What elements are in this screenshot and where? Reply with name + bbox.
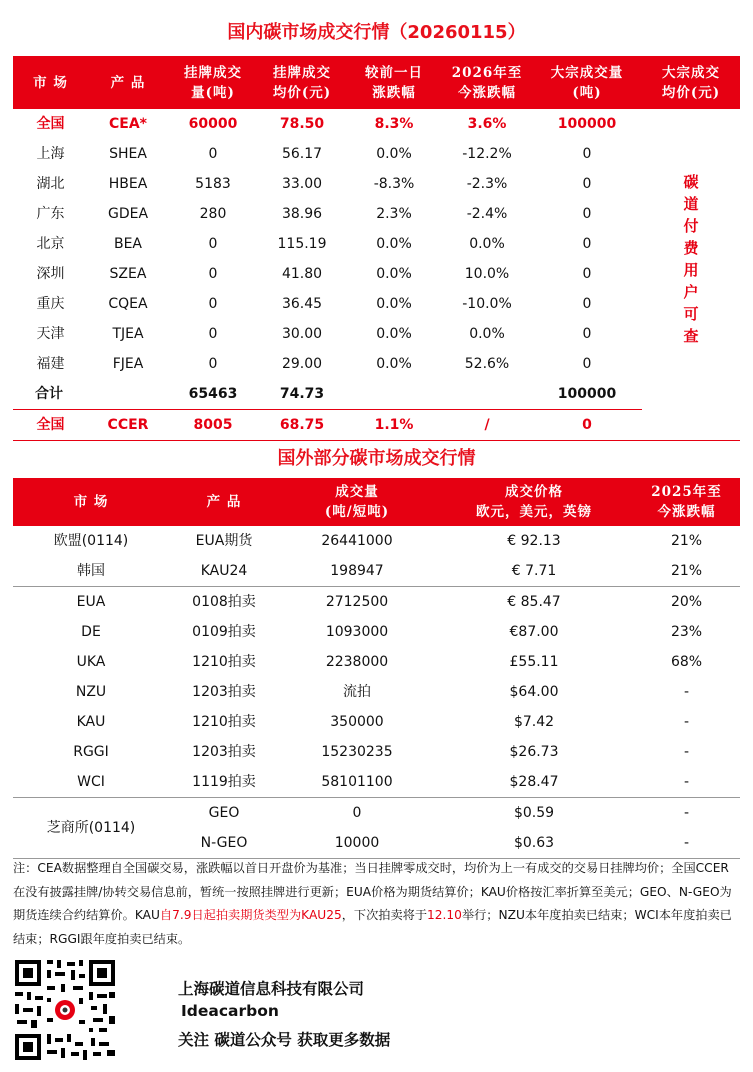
domestic-market-table — [13, 56, 740, 441]
table-row: DE 0109拍卖 1093000 €87.00 23% — [81, 624, 703, 640]
header-product: 产 品 — [88, 56, 168, 109]
brand-name: Ideacarbon — [181, 1002, 279, 1020]
cme-market: 芝商所(0114) — [13, 798, 169, 859]
table-row: 深圳 SZEA 0 41.80 0.0% 10.0% 0 — [36, 266, 592, 282]
header-listed-avg-price: 挂牌成交 均价(元) — [258, 56, 346, 109]
header-market: 市 场 — [13, 56, 88, 109]
table-row: 福建 FJEA 0 29.00 0.0% 52.6% 0 — [36, 356, 592, 372]
header-volume: 成交量 (吨/短吨) — [279, 478, 435, 526]
table-row: 天津 TJEA 0 30.00 0.0% 0.0% 0 — [36, 326, 592, 342]
table-row: EUA 0108拍卖 2712500 € 85.47 20% — [13, 587, 740, 618]
header-bulk-avg-price: 大宗成交 均价(元) — [642, 56, 740, 109]
table-row: 上海 SHEA 0 56.17 0.0% -12.2% 0 — [36, 146, 592, 162]
domestic-title: 国内碳市场成交行情（20260115） — [227, 22, 526, 43]
table-row: 欧盟(0114) EUA期货 26441000 € 92.13 21% — [53, 533, 703, 549]
table-row: 重庆 CQEA 0 36.45 0.0% -10.0% 0 — [36, 296, 592, 312]
qr-code-icon — [13, 958, 117, 1062]
header-bulk-volume: 大宗成交量 (吨) — [532, 56, 642, 109]
table-row: KAU 1210拍卖 350000 $7.42 - — [76, 714, 690, 730]
header-product: 产 品 — [169, 478, 279, 526]
table-row: 全国 CEA* 60000 78.50 8.3% 3.6% 100000 碳 道 付 费 用 户 可 查 — [13, 109, 740, 139]
ccer-row: 全国 CCER 8005 68.75 1.1% / 0 — [13, 410, 740, 441]
table-row: 湖北 HBEA 5183 33.00 -8.3% -2.3% 0 — [36, 176, 592, 192]
header-price: 成交价格 欧元，美元，英镑 — [435, 478, 633, 526]
header-market: 市 场 — [13, 478, 169, 526]
company-name: 上海碳道信息科技有限公司 — [178, 980, 365, 998]
table-row: NZU 1203拍卖 流拍 $64.00 - — [75, 684, 690, 700]
header-daily-change: 较前一日 涨跌幅 — [346, 56, 442, 109]
table-row: 韩国 KAU24 198947 € 7.71 21% — [77, 563, 703, 579]
follow-prompt: 关注 碳道公众号 获取更多数据 — [178, 1031, 391, 1049]
foreign-title: 国外部分碳市场成交行情 — [277, 448, 476, 469]
table-row: WCI 1119拍卖 58101100 $28.47 - — [77, 774, 690, 790]
foreign-market-table — [13, 478, 740, 859]
table-row: 广东 GDEA 280 38.96 2.3% -2.4% 0 — [36, 206, 592, 222]
table-row: 北京 BEA 0 115.19 0.0% 0.0% 0 — [36, 236, 592, 252]
table-row: RGGI 1203拍卖 15230235 $26.73 - — [73, 744, 690, 760]
header-ytd-change: 2026年至 今涨跌幅 — [442, 56, 532, 109]
table-row: UKA 1210拍卖 2238000 £55.11 68% — [76, 654, 703, 670]
total-row: 合计 65463 74.73 100000 — [13, 379, 740, 410]
table-row: 芝商所(0114) GEO 0 $0.59 - — [13, 798, 740, 829]
header-ytd-change: 2025年至 今涨跌幅 — [633, 478, 740, 526]
header-listed-volume: 挂牌成交 量(吨) — [168, 56, 258, 109]
table-row: N-GEO 10000 $0.63 - — [13, 828, 740, 859]
footnote: 注：CEA数据整理自全国碳交易，涨跌幅以首日开盘价为基准；当日挂牌零成交时，均价为上一有成交的交易日挂牌均价；全国CCER在没有披露挂牌/协转交易信息前，暂统一按照挂牌进行更新；EUA价格为期货结算价；KAU价格按汇率折算至美元；GEO、N-GEO为期货连续合约结算价。KAU自7.9日起拍卖期货类型为KAU25，下次拍卖将于12.10举行；NZU本年度拍卖已结束；WCI本年度拍卖已结束；RGGI跟年度拍卖已结束。 — [13, 861, 732, 946]
bulk-price-paywall-note: 碳 道 付 费 用 户 可 查 — [683, 173, 699, 346]
